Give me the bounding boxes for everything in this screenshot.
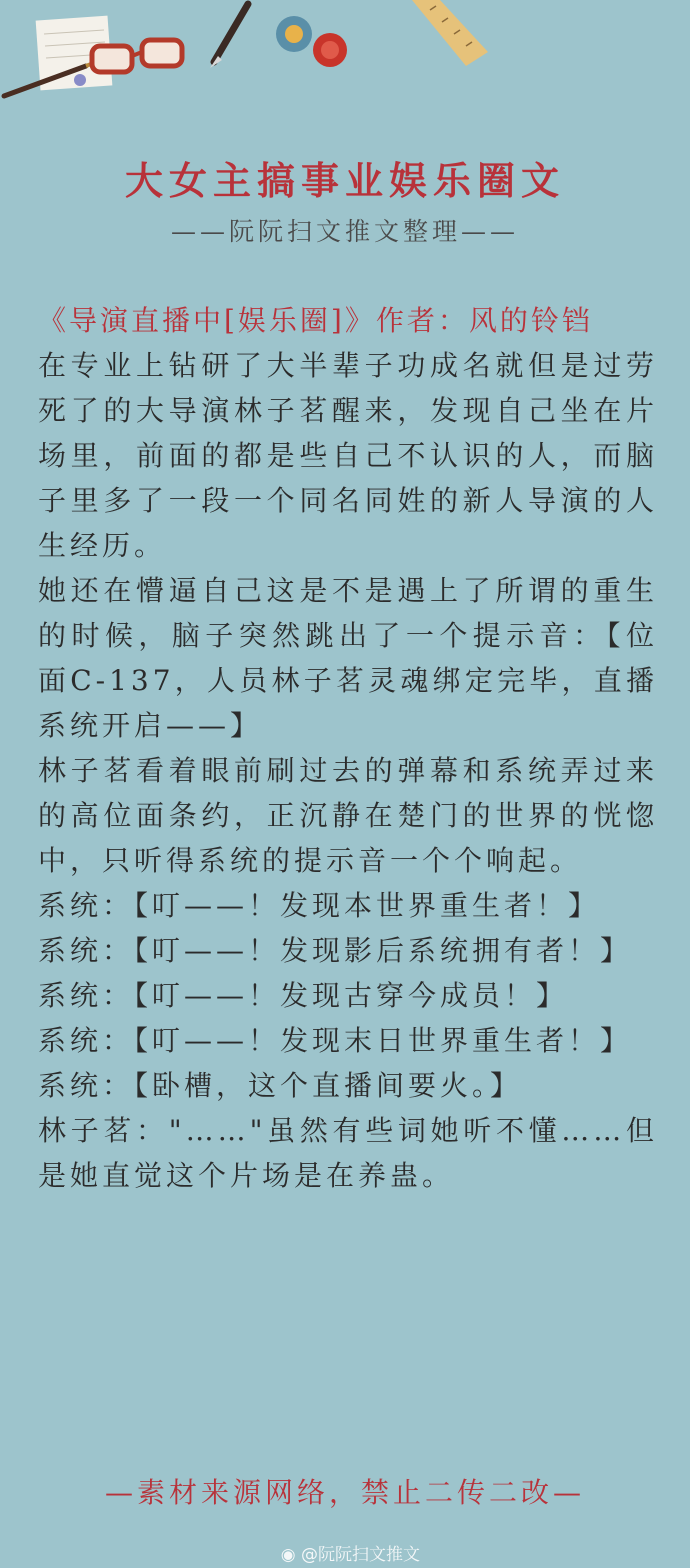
weibo-icon: ◉ [280, 1545, 296, 1565]
red-cap-icon [313, 33, 347, 67]
synopsis-paragraph: 系统：【叮——！发现古穿今成员！】 [38, 979, 569, 1012]
synopsis-paragraph: 系统：【叮——！发现末日世界重生者！】 [38, 1024, 633, 1057]
glasses-icon [92, 40, 182, 72]
tape-roll-icon [276, 16, 312, 52]
header-decoration [0, 0, 690, 110]
ruler-icon [412, 0, 488, 66]
source-notice: —素材来源网络，禁止二传二改— [104, 1476, 585, 1509]
synopsis-paragraph: 在专业上钻研了大半辈子功成名就但是过劳死了的大导演林子茗醒来，发现自己坐在片场里，前面的都是些自己不认识的人，而脑子里多了一段一个同名同姓的新人导演的人生经历。 [38, 349, 658, 562]
synopsis-paragraph: 她还在懵逼自己这是不是遇上了所谓的重生的时候，脑子突然跳出了一个提示音：【位面C-137，人员林子茗灵魂绑定完毕，直播系统开启——】 [38, 574, 658, 742]
book-entry [38, 298, 658, 1198]
watermark-text: @阮阮扫文推文 [301, 1545, 420, 1565]
page-title: 大女主搞事业娱乐圈文 [124, 158, 565, 203]
craft-knife-icon [210, 4, 248, 68]
synopsis-paragraph: 林子茗看着眼前刷过去的弹幕和系统弄过来的高位面条约，正沉静在楚门的世界的恍惚中，只听得系统的提示音一个个响起。 [38, 754, 658, 877]
synopsis-paragraph: 系统：【叮——！发现本世界重生者！】 [38, 889, 601, 922]
page-subtitle: ——阮阮扫文推文整理—— [170, 217, 519, 246]
watermark [281, 1540, 420, 1565]
synopsis-paragraph: 系统：【卧槽，这个直播间要火。】 [38, 1069, 523, 1102]
book-title: 《导演直播中[娱乐圈]》作者：风的铃铛 [38, 304, 593, 337]
synopsis-paragraph: 林子茗："……"虽然有些词她听不懂……但是她直觉这个片场是在养蛊。 [38, 1114, 658, 1192]
synopsis-paragraph: 系统：【叮——！发现影后系统拥有者！】 [38, 934, 633, 967]
